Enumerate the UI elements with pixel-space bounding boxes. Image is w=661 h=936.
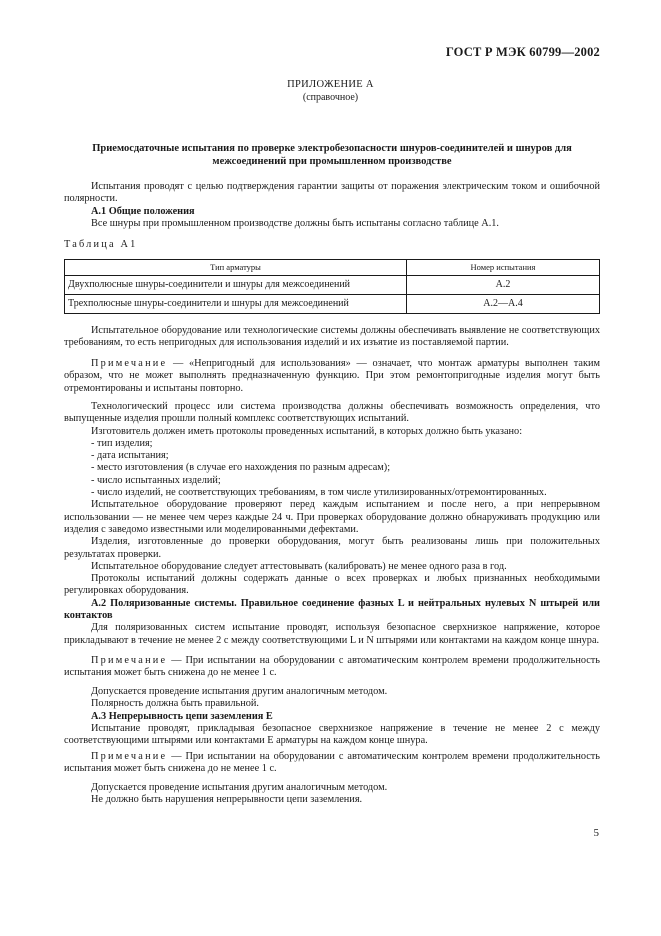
attest-paragraph: Испытательное оборудование следует аттестовывать (калибровать) не менее одного раза в год. [91,560,507,572]
note-text: — «Непригодный для использования» — означает, что монтаж арматуры выполнен таким образом, что не может выполнять предназначенную функцию. При этом ремонтопригодные изделия могут быть отремонтированы и испытаны повторно. [64,358,600,394]
a3-after-paragraph: Не должно быть нарушения непрерывности цепи заземления. [91,794,363,806]
note3-paragraph [64,751,600,776]
equipment-block [64,325,600,350]
a3-after-block [64,782,600,807]
table-row [65,276,600,295]
intro-paragraph: Испытания проводят с целью подтверждения гарантии защиты от поражения электрическим током и ошибочной полярности. [64,181,600,205]
table-caption: Таблица А1 [64,239,138,250]
table-cell: А.2—А.4 [407,295,600,314]
section-a1-text: Все шнуры при промышленном производстве должны быть испытаны согласно таблице А.1. [91,217,499,229]
list-item: - место изготовления (в случае его нахождения по разным адресам); [91,462,391,474]
list-item: - число испытанных изделий; [91,474,221,486]
document-title: Приемосдаточные испытания по проверке электробезопасности шнуров-соединителей и шнуров для межсоединений при промышленном производстве [92,143,572,167]
note-text: — При испытании на оборудовании с автоматическим контролем времени продолжительность испытания может быть снижена до не менее 1 с. [64,655,600,679]
section-a2-heading: А.2 Поляризованные системы. Правильное соединение фазных L и нейтральных нулевых N штырей или контактов [64,597,600,622]
a2-after-block [64,686,600,747]
list-item: - число изделий, не соответствующих требованиям, в том числе утилизированных/отремонтированных. [91,487,547,499]
table-cell: Двухполюсные шнуры-соединители и шнуры для межсоединений [65,276,407,295]
equipment-paragraph: Испытательное оборудование или технологические системы должны обеспечивать выявление не соответствующих требованиям, то есть непригодных для использования изделий и их изъятие из поставляемой партии. [64,325,600,349]
table-row [65,295,600,314]
note-text: — При испытании на оборудовании с автоматическим контролем времени продолжительность испытания может быть снижена до не менее 1 с. [64,751,600,775]
table-header-cell: Тип арматуры [65,260,407,276]
appendix-label: ПРИЛОЖЕНИЕ А [287,79,374,90]
process-block [64,401,600,647]
table-header-cell: Номер испытания [407,260,600,276]
process-paragraph: Технологический процесс или система производства должны обеспечивать возможность определения, что выпущенные изделия прошли полный комплекс соответствующих испытаний. [64,401,600,425]
note1-block [64,358,600,395]
table-header-row [65,260,600,276]
note1-paragraph [64,358,600,395]
intro-block [64,181,600,230]
a2-after-paragraph: Полярность должна быть правильной. [91,698,259,710]
test-table [64,259,600,314]
section-a3-heading: А.3 Непрерывность цепи заземления Е [91,710,273,722]
note2-block [64,655,600,680]
check-paragraph: Испытательное оборудование проверяют перед каждым испытанием и после него, а при непрерывном использовании — не менее чем через каждые 24 ч. При проверках оборудование должно обнаруживать продукцию или изделия с заведомо известными или моделированными дефектами. [64,499,600,535]
a2-after-paragraph: Допускается проведение испытания другим аналогичным методом. [91,686,388,697]
note2-paragraph [64,655,600,680]
records-paragraph: Протоколы испытаний должны содержать данные о всех проверках и любых признанных необходимыми регулировках оборудования. [64,573,600,597]
table-cell: А.2 [407,276,600,295]
section-a1-heading: А.1 Общие положения [91,205,195,217]
section-a2-text: Для поляризованных систем испытание проводят, используя безопасное сверхнизкое напряжение, которое прикладывают в течение не менее 2 с между соответствующими L и N штырями или контактами на каждом конце шнура. [64,622,600,646]
products-paragraph: Изделия, изготовленные до проверки оборудования, могут быть реализованы лишь при положительных результатах проверки. [64,536,600,560]
note-label: Примечание [91,358,168,369]
table-cell: Трехполюсные шнуры-соединители и шнуры для межсоединений [65,295,407,314]
list-item: - дата испытания; [91,450,169,462]
page-number: 5 [593,827,599,839]
note3-block [64,751,600,776]
protocols-paragraph: Изготовитель должен иметь протоколы проведенных испытаний, в которых должно быть указано: [91,425,523,437]
appendix-type: (справочное) [302,92,359,103]
a3-after-paragraph: Допускается проведение испытания другим аналогичным методом. [91,782,388,793]
section-a3-text: Испытание проводят, прикладывая безопасное сверхнизкое напряжение в течение не менее 2 с между соответствующими штырями или контактами Е арматуры на каждом конце шнура. [64,722,600,747]
list-item: - тип изделия; [91,437,153,449]
standard-code: ГОСТ Р МЭК 60799—2002 [445,45,600,59]
note-label: Примечание [91,751,168,762]
note-label: Примечание [91,655,168,666]
